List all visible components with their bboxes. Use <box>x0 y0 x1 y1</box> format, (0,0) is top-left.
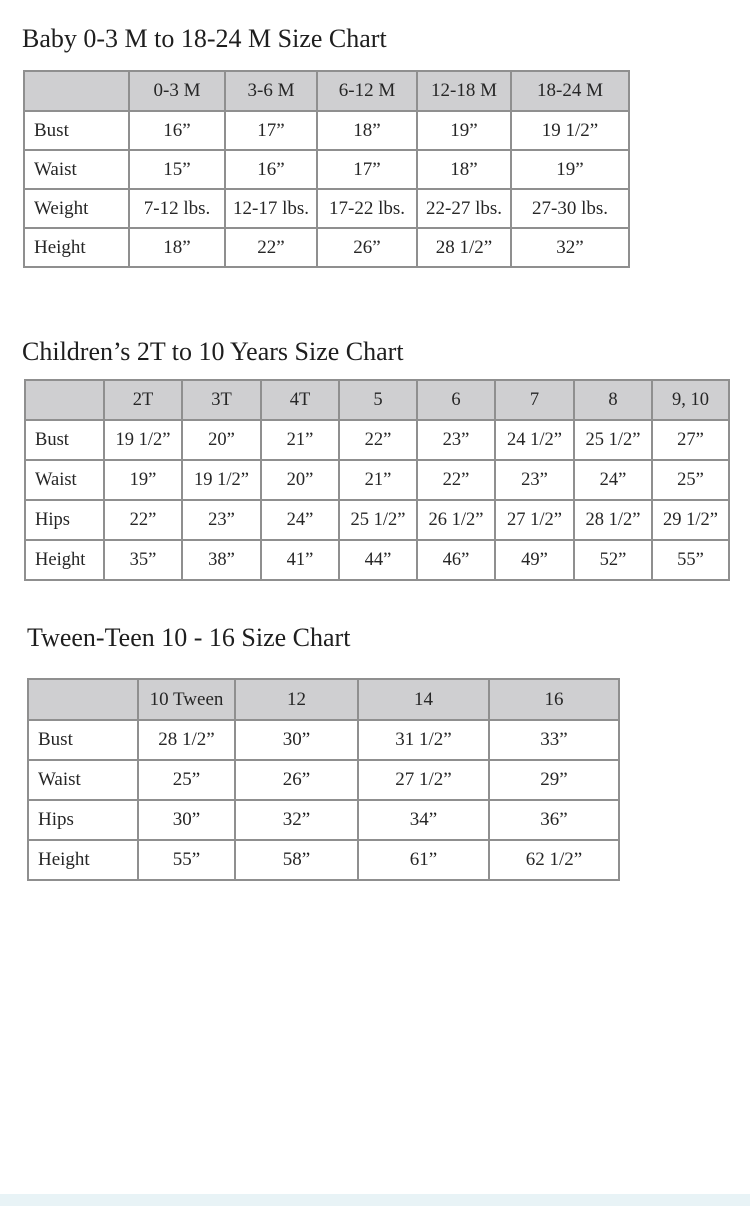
corner-cell <box>24 71 129 111</box>
column-header: 18-24 M <box>511 71 629 111</box>
table-cell: 28 1/2” <box>574 500 652 540</box>
row-label: Hips <box>28 800 138 840</box>
column-header: 2T <box>104 380 182 420</box>
table-cell: 25 1/2” <box>339 500 417 540</box>
row-label: Hips <box>25 500 104 540</box>
table-cell: 28 1/2” <box>138 720 235 760</box>
table-cell: 32” <box>235 800 358 840</box>
column-header: 4T <box>261 380 339 420</box>
table-cell: 20” <box>261 460 339 500</box>
table-cell: 12-17 lbs. <box>225 189 317 228</box>
column-header: 0-3 M <box>129 71 225 111</box>
column-header: 14 <box>358 679 489 720</box>
row-label: Waist <box>24 150 129 189</box>
header-row <box>24 71 629 111</box>
table-cell: 16” <box>129 111 225 150</box>
table-cell: 32” <box>511 228 629 267</box>
table-cell: 26 1/2” <box>417 500 495 540</box>
table-cell: 19” <box>104 460 182 500</box>
row-label: Height <box>25 540 104 580</box>
column-header: 3-6 M <box>225 71 317 111</box>
table-cell: 41” <box>261 540 339 580</box>
table-row <box>28 800 619 840</box>
row-label: Bust <box>28 720 138 760</box>
table-cell: 30” <box>138 800 235 840</box>
column-header: 5 <box>339 380 417 420</box>
table-cell: 26” <box>317 228 417 267</box>
table-cell: 17” <box>225 111 317 150</box>
table-cell: 35” <box>104 540 182 580</box>
table-cell: 19 1/2” <box>182 460 261 500</box>
table-cell: 22” <box>225 228 317 267</box>
column-header: 12-18 M <box>417 71 511 111</box>
table-row <box>24 111 629 150</box>
table-cell: 15” <box>129 150 225 189</box>
row-label: Height <box>28 840 138 880</box>
table-cell: 38” <box>182 540 261 580</box>
header-row <box>25 380 729 420</box>
table-cell: 22” <box>417 460 495 500</box>
table-cell: 7-12 lbs. <box>129 189 225 228</box>
table-cell: 33” <box>489 720 619 760</box>
table-cell: 29” <box>489 760 619 800</box>
row-label: Waist <box>25 460 104 500</box>
table-cell: 16” <box>225 150 317 189</box>
table-cell: 25” <box>652 460 729 500</box>
table-cell: 18” <box>129 228 225 267</box>
column-header: 6 <box>417 380 495 420</box>
table-cell: 55” <box>138 840 235 880</box>
table-row <box>24 228 629 267</box>
table-cell: 19 1/2” <box>511 111 629 150</box>
children-chart-title: Children’s 2T to 10 Years Size Chart <box>22 337 404 366</box>
table-cell: 24” <box>574 460 652 500</box>
table-cell: 21” <box>261 420 339 460</box>
table-cell: 25 1/2” <box>574 420 652 460</box>
table-cell: 24 1/2” <box>495 420 574 460</box>
table-cell: 23” <box>417 420 495 460</box>
table-cell: 17-22 lbs. <box>317 189 417 228</box>
column-header: 6-12 M <box>317 71 417 111</box>
table-cell: 49” <box>495 540 574 580</box>
table-row <box>24 189 629 228</box>
table-cell: 58” <box>235 840 358 880</box>
table-cell: 31 1/2” <box>358 720 489 760</box>
table-cell: 28 1/2” <box>417 228 511 267</box>
table-cell: 19” <box>511 150 629 189</box>
row-label: Weight <box>24 189 129 228</box>
column-header: 12 <box>235 679 358 720</box>
row-label: Waist <box>28 760 138 800</box>
table-cell: 17” <box>317 150 417 189</box>
column-header: 7 <box>495 380 574 420</box>
table-row <box>25 420 729 460</box>
table-row <box>28 760 619 800</box>
table-cell: 29 1/2” <box>652 500 729 540</box>
table-cell: 61” <box>358 840 489 880</box>
table-cell: 19” <box>417 111 511 150</box>
table-cell: 30” <box>235 720 358 760</box>
table-cell: 22” <box>104 500 182 540</box>
table-cell: 23” <box>495 460 574 500</box>
table-cell: 36” <box>489 800 619 840</box>
table-cell: 20” <box>182 420 261 460</box>
table-cell: 27 1/2” <box>495 500 574 540</box>
tween-teen-chart-title: Tween-Teen 10 - 16 Size Chart <box>27 623 351 652</box>
table-row <box>28 720 619 760</box>
column-header: 10 Tween <box>138 679 235 720</box>
table-cell: 19 1/2” <box>104 420 182 460</box>
table-cell: 21” <box>339 460 417 500</box>
table-cell: 44” <box>339 540 417 580</box>
table-cell: 23” <box>182 500 261 540</box>
table-row <box>24 150 629 189</box>
table-cell: 22-27 lbs. <box>417 189 511 228</box>
table-cell: 25” <box>138 760 235 800</box>
corner-cell <box>25 380 104 420</box>
baby-chart-title: Baby 0-3 M to 18-24 M Size Chart <box>22 24 387 53</box>
table-row <box>25 500 729 540</box>
corner-cell <box>28 679 138 720</box>
table-row <box>28 840 619 880</box>
table-cell: 55” <box>652 540 729 580</box>
table-row <box>25 460 729 500</box>
table-cell: 46” <box>417 540 495 580</box>
table-cell: 52” <box>574 540 652 580</box>
row-label: Height <box>24 228 129 267</box>
children-size-table <box>24 379 730 581</box>
table-cell: 27” <box>652 420 729 460</box>
table-cell: 18” <box>417 150 511 189</box>
column-header: 8 <box>574 380 652 420</box>
table-cell: 26” <box>235 760 358 800</box>
tween-teen-size-table <box>27 678 620 881</box>
column-header: 16 <box>489 679 619 720</box>
table-cell: 27 1/2” <box>358 760 489 800</box>
table-cell: 22” <box>339 420 417 460</box>
table-cell: 18” <box>317 111 417 150</box>
column-header: 9, 10 <box>652 380 729 420</box>
table-cell: 62 1/2” <box>489 840 619 880</box>
row-label: Bust <box>24 111 129 150</box>
baby-size-table <box>23 70 630 268</box>
table-cell: 34” <box>358 800 489 840</box>
bottom-strip <box>0 1194 750 1206</box>
row-label: Bust <box>25 420 104 460</box>
table-cell: 24” <box>261 500 339 540</box>
column-header: 3T <box>182 380 261 420</box>
header-row <box>28 679 619 720</box>
table-row <box>25 540 729 580</box>
table-cell: 27-30 lbs. <box>511 189 629 228</box>
